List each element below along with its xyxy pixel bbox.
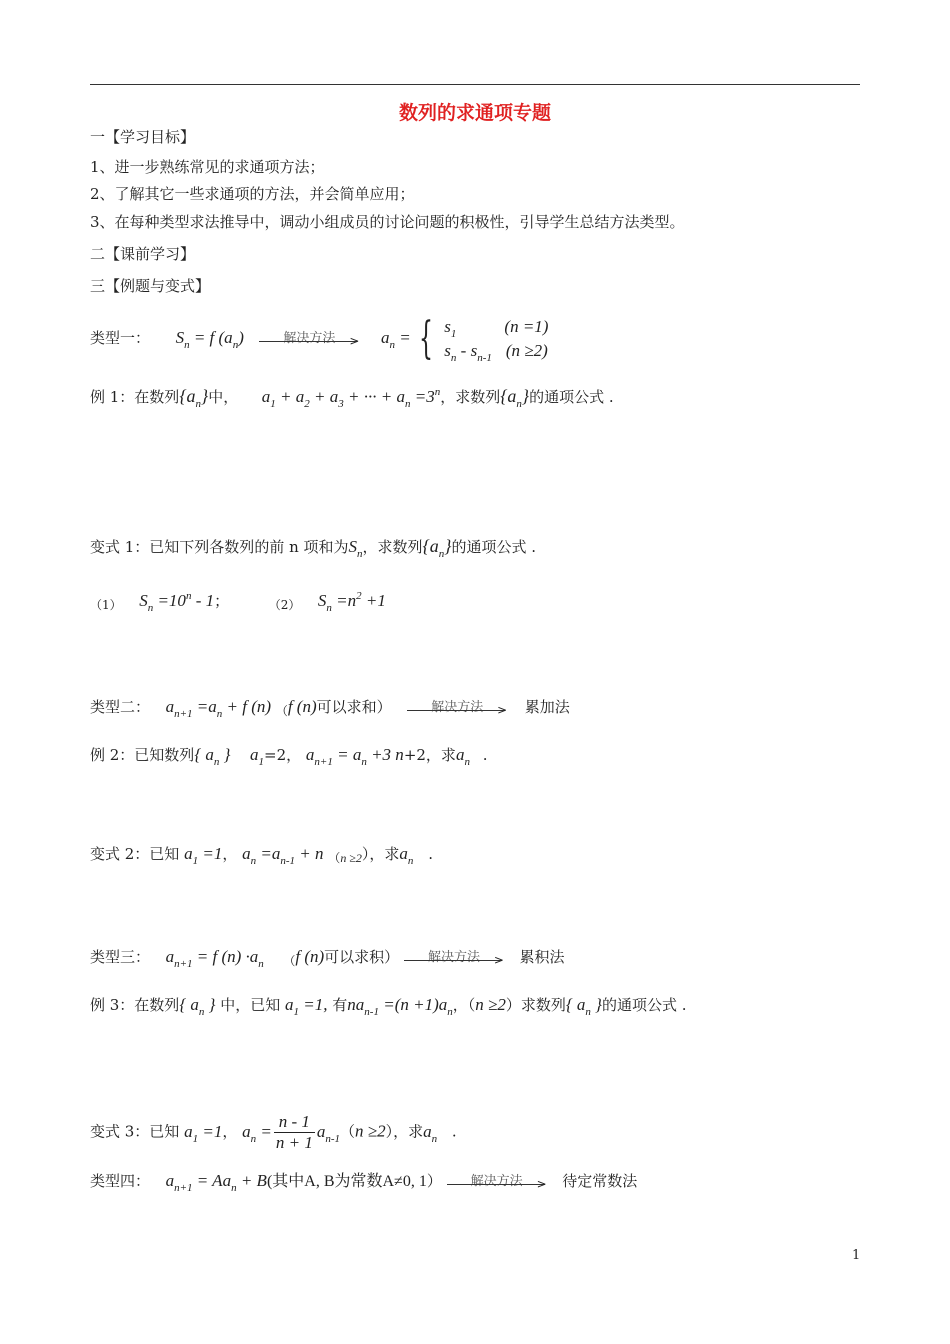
header-rule [90, 84, 860, 85]
variation2-recurrence: $a_n =a_{n-1} + n$ [242, 844, 324, 867]
example1-row: 例 1：在数列$\{a_n\}$中， $a_1 + a_2 + a_3$ + ··· + $a_n =3^n$，求数列$\{a_n\}$的通项公式 . [90, 386, 614, 410]
variation2-row: 变式 2：已知 $a_1 =1$， $a_n =a_{n-1} + n$ $_{(n \ge 2}$），求$a_n$ . [90, 844, 433, 867]
method-arrow-2: 解决方法 > [407, 696, 507, 720]
method-arrow-4: 解决方法 > [447, 1170, 547, 1194]
goal-item-1: 1、进一步熟练常见的求通项方法； [90, 158, 325, 176]
variation3-row: 变式 3：已知 $a_1 =1$， $a_n$ = $\frac{n - 1}{n + 1}$ $a_{n-1}(n \ge 2)$，求$a_n$ . [90, 1112, 457, 1152]
sequence-an: $\{a_n\}$ [422, 536, 452, 560]
type1-an: $a_n$ = [380, 328, 411, 351]
type1-row [90, 315, 548, 363]
section-heading-goals: 一【学习目标】 [90, 128, 196, 146]
variation1-parts: $_{(1)}$ $S_n =10^n - 1$； $_{(2)}$ $S_n =n^2 +1$ [90, 590, 386, 614]
type3-row: 类型三： $a_{n+1} = f$ $(n) \cdot a_n$ $_($f (n)可以求积） 解决方法 > 累积法 [90, 947, 565, 970]
sequence-an: { $a_n$ } [565, 995, 602, 1018]
variation3-fraction: $\frac{n - 1}{n + 1}$ [275, 1112, 313, 1152]
example3-recurrence: $na_{n-1} =(n +1)a_n$ [347, 995, 453, 1018]
method-arrow-3: 解决方法 > [404, 946, 504, 970]
sum-sn: $S_n$ [348, 537, 363, 560]
sequence-an: { $a_n$ } [194, 745, 231, 768]
page-title: 数列的求通项专题 [398, 102, 551, 124]
variation1-row: 变式 1：已知下列各数列的前 n 项和为$S_n$，求数列$\{a_n\}$的通项公式 . [90, 536, 536, 560]
section-heading-prestudy: 二【课前学习】 [90, 245, 196, 263]
variation1-part1: $S_n =10^n - 1$ [139, 590, 215, 614]
type2-formula: $a_{n+1} =a_n + f$ (n) [165, 697, 272, 720]
type4-row: 类型四： $a_{n+1} = Aa_n + B$(其中A, B为常数A≠0, 1） 解决方法 > 待定常数法 [90, 1171, 638, 1194]
type2-row: 类型二： $a_{n+1} =a_n + f$ (n) $_($f (n)可以求和） 解决方法 > 累加法 [90, 697, 570, 720]
sequence-an: { $a_n$ } [179, 995, 216, 1018]
sequence-an: $\{a_n\}$ [500, 386, 530, 410]
type1-cases: $s_1$ (n =1) $s_n - s_{n-1}$ (n ≥2) [444, 317, 549, 364]
goal-item-2: 2、了解其它一些求通项的方法，并会简单应用； [90, 185, 415, 203]
variation1-part2: $S_n =n^2 +1$ [317, 590, 386, 614]
goal-item-3: 3、在每种类型求法推导中，调动小组成员的讨论问题的积极性，引导学生总结方法类型。 [90, 213, 685, 231]
sequence-an: $\{a_n\}$ [179, 386, 209, 410]
example2-recurrence: $a_{n+1} = a_n +3$ n [305, 745, 404, 768]
page-number: 1 [852, 1248, 861, 1263]
type1-formula: $S_n = f$ $(a_n)$ [175, 328, 244, 351]
type4-formula: $a_{n+1} = Aa_n + B$ [165, 1171, 267, 1194]
type3-formula: $a_{n+1} = f$ $(n) \cdot a_n$ [165, 947, 264, 970]
method-arrow-1: 解决方法 > [259, 327, 359, 351]
example3-row: 例 3：在数列{ $a_n$ } 中，已知 $a_1 =1$, 有$na_{n-1} =(n +1)a_n$，（n ≥2）求数列{ $a_n$ }的通项公式 . [90, 995, 687, 1018]
section-heading-examples: 三【例题与变式】 [90, 277, 211, 295]
cases-brace: { [418, 313, 433, 364]
example1-formula: $a_1 + a_2 + a_3$ + ··· + $a_n =3^n$ [261, 386, 441, 410]
type1-label: 类型一： [90, 329, 151, 347]
example2-row: 例 2：已知数列{ $a_n$ } $a_1=2$， $a_{n+1} = a_n +3$ n+2，求$a_n$ . [90, 745, 488, 768]
